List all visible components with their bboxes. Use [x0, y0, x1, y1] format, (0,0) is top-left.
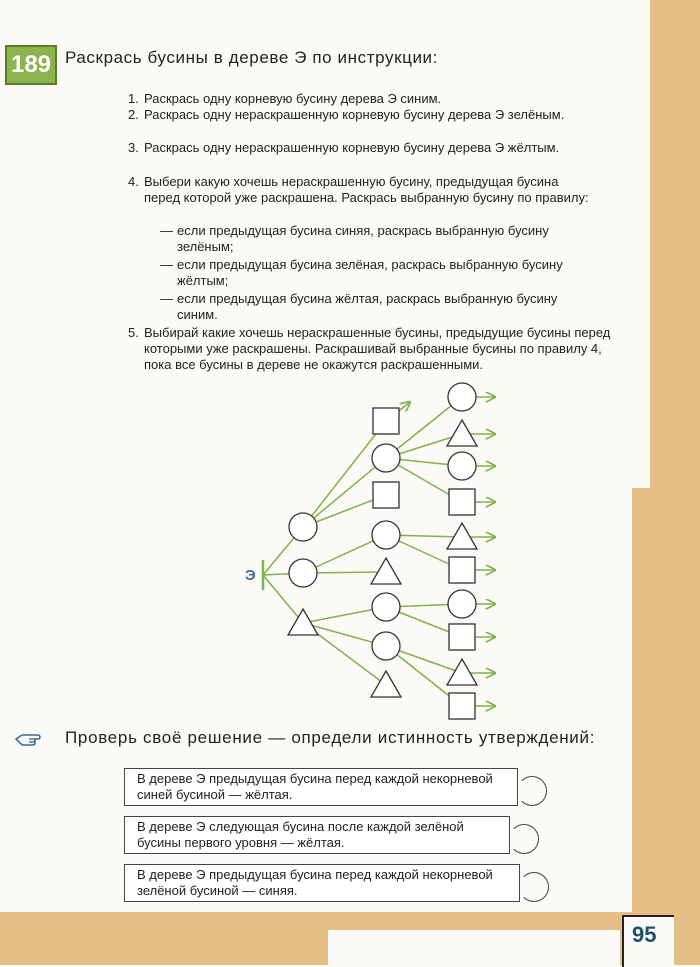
bead-circle[interactable]	[448, 590, 476, 618]
statement-box	[124, 816, 510, 854]
tree-label: Э	[245, 567, 256, 584]
answer-circle[interactable]	[517, 776, 547, 806]
rule-dash: —	[160, 291, 173, 306]
check-title: Проверь своё решение — определи истинность утверждений:	[65, 728, 596, 747]
task-number-badge: 189	[5, 45, 57, 85]
rule-dash: —	[160, 257, 173, 272]
bead-square[interactable]	[373, 408, 399, 434]
rule-text: если предыдущая бусина зелёная, раскрась выбранную бусину жёлтым;	[177, 257, 563, 288]
task-title: Раскрась бусины в дереве Э по инструкции:	[65, 48, 438, 67]
answer-circle[interactable]	[509, 824, 539, 854]
bead-circle[interactable]	[372, 521, 400, 549]
instruction-number: 4.	[128, 174, 139, 189]
bead-triangle[interactable]	[447, 420, 477, 446]
bead-circle[interactable]	[289, 513, 317, 541]
bead-circle[interactable]	[372, 632, 400, 660]
answer-circle[interactable]	[519, 872, 549, 902]
instruction-number: 2.	[128, 107, 139, 122]
instruction-number: 3.	[128, 140, 139, 155]
bead-square[interactable]	[449, 489, 475, 515]
rule-dash: —	[160, 223, 173, 238]
pointing-hand-icon	[15, 731, 47, 747]
bead-triangle[interactable]	[447, 659, 477, 685]
bead-circle[interactable]	[372, 444, 400, 472]
statement-text: В дереве Э предыдущая бусина перед каждой некорневой синей бусиной — жёлтая.	[137, 771, 493, 802]
instruction-text: Выбирай какие хочешь нераскрашенные бусины, предыдущие бусины перед которыми уже раскрашены. Раскрашивай выбранные бусины по правилу 4, пока все бусины в дереве не окажутся раскрашенными.	[144, 325, 611, 372]
bead-circle[interactable]	[448, 383, 476, 411]
statement-text: В дереве Э предыдущая бусина перед каждой некорневой зелёной бусиной — синяя.	[137, 867, 493, 898]
statement-text: В дереве Э следующая бусина после каждой зелёной бусины первого уровня — жёлтая.	[137, 819, 464, 850]
bead-circle[interactable]	[448, 452, 476, 480]
bead-triangle[interactable]	[288, 609, 318, 635]
instruction-text: Раскрась одну нераскрашенную корневую бусину дерева Э жёлтым.	[144, 140, 560, 155]
instruction-text: Раскрась одну нераскрашенную корневую бусину дерева Э зелёным.	[144, 107, 565, 122]
bead-square[interactable]	[449, 693, 475, 719]
instruction-text: Раскрась одну корневую бусину дерева Э синим.	[144, 91, 442, 106]
bead-square[interactable]	[373, 482, 399, 508]
rule-text: если предыдущая бусина синяя, раскрась выбранную бусину зелёным;	[177, 223, 549, 254]
statement-box	[124, 768, 518, 806]
instruction-number: 5.	[128, 325, 139, 340]
bead-triangle[interactable]	[371, 671, 401, 697]
page-number: 95	[632, 922, 657, 947]
bead-square[interactable]	[449, 557, 475, 583]
instruction-text: Выбери какую хочешь нераскрашенную бусину, предыдущая бусина перед которой уже раскрашена. Раскрась выбранную бусину по правилу:	[144, 174, 589, 205]
bead-triangle[interactable]	[371, 558, 401, 584]
statement-box	[124, 864, 520, 902]
rule-text: если предыдущая бусина жёлтая, раскрась выбранную бусину синим.	[177, 291, 558, 322]
instruction-number: 1.	[128, 91, 139, 106]
bead-circle[interactable]	[372, 593, 400, 621]
bead-square[interactable]	[449, 624, 475, 650]
bead-circle[interactable]	[289, 559, 317, 587]
